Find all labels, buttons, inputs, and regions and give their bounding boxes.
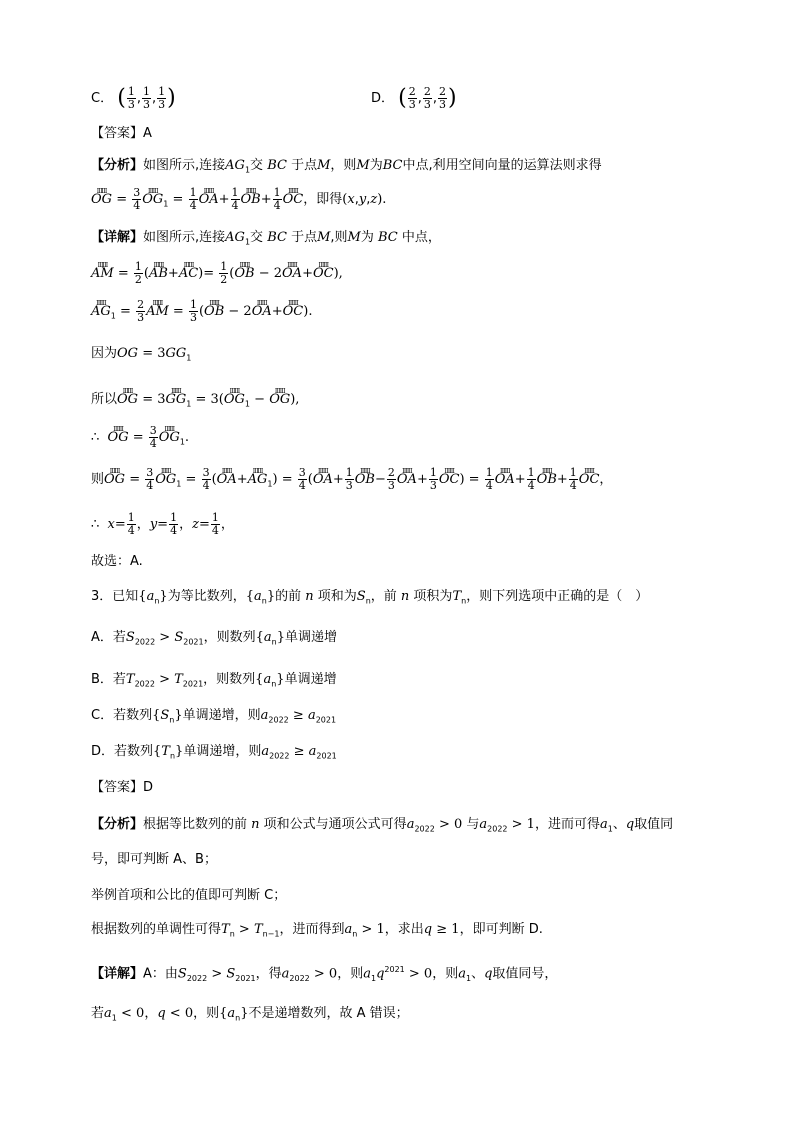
- detail-2-line1: 【详解】A：由$S_{2022} > S_{2021}$，得$a_{2022} > 0$，则$a_1q^{2021} > 0$，则$a_1$、q取值同号，: [91, 965, 558, 983]
- detail-2-line2: 若$a_1 < 0$，q < 0，则$\{a_n\}$不是递增数列，故 A 错误；: [91, 1006, 409, 1023]
- analysis-2-line4: 根据数列的单调性可得$T_n > T_{n-1}$，进而得到$a_n > 1$，求出q ≥ 1，即可判断 D.: [91, 922, 543, 939]
- option-c: C．若数列$\{S_n\}$单调递增，则$a_{2022} \ge a_{2021}$: [91, 708, 337, 725]
- analysis-2-line2: 号，即可判断 A、B；: [91, 852, 217, 867]
- detail-then: 则ⅢⅢ OG = $\frac{3}{4}$ ⅢⅢ $OG_1$ = $\frac{3}{4}$ (ⅢⅢ OA+ⅢⅢ $AG_1$) = $\frac{3}{4}$ (ⅢⅢ OA+ $\frac{1}{3}$ ⅢⅢ OB− $\frac{2}{3}$ ⅢⅢ OA+ $\frac{1}{3}$ ⅢⅢ OC) = $\frac{1}{4}$ ⅢⅢ OA+ $\frac{1}{4}$ ⅢⅢ OB+ $\frac{1}{4}$ ⅢⅢ OC，: [91, 464, 612, 495]
- question-3: 3．已知$\{a_n\}$为等比数列，$\{a_n\}$的前 n 项和为$S_n$，前 n 项积为$T_n$，则下列选项中正确的是（ ）: [91, 589, 649, 606]
- option-c-label: C．: [91, 91, 114, 106]
- option-d-label: D．: [371, 91, 395, 106]
- detail-so: 所以ⅢⅢ OG = 3ⅢⅢ $GG_1$ = 3(ⅢⅢ $OG_1$ − ⅢⅢ OG),: [91, 384, 299, 415]
- answer-1: 【答案】A: [91, 126, 152, 141]
- option-a: A．若$S_{2022} > S_{2021}$，则数列$\{a_n\}$单调递增: [91, 630, 338, 647]
- answer-2: 【答案】D: [91, 780, 154, 795]
- detail-1-line: 【详解】如图所示,连接$AG_1$交 BC 于点M,则M为 BC 中点，: [91, 230, 441, 247]
- detail-choose: 故选：A.: [91, 554, 143, 569]
- option-b: B．若$T_{2022} > T_{2021}$，则数列$\{a_n\}$单调递增: [91, 672, 337, 689]
- detail-because: 因为OG = $3GG_1$: [91, 346, 192, 363]
- analysis-1-line: 【分析】如图所示,连接$AG_1$交 BC 于点M，则M为BC中点,利用空间向量的运算法则求得: [91, 158, 602, 175]
- option-d-line: D． ( $\frac{2}{3}$ , $\frac{2}{3}$ , $\frac{2}{3}$ ): [371, 85, 457, 111]
- analysis-2-line1: 【分析】根据等比数列的前 n 项和公式与通项公式可得$a_{2022} > 0$ 与$a_{2022} > 1$，进而可得$a_1$、q取值同: [91, 817, 674, 834]
- detail-therefore-1: ∴ ⅢⅢ OG = $\frac{3}{4}$ ⅢⅢ $OG_1$.: [91, 422, 189, 453]
- option-d: D．若数列$\{T_n\}$单调递增，则$a_{2022} \ge a_{2021}$: [91, 744, 337, 761]
- detail-therefore-2: ∴ x= $\frac{1}{4}$ ，y= $\frac{1}{4}$ ，z= $\frac{1}{4}$ ，: [91, 511, 234, 537]
- analysis-2-line3: 举例首项和公比的值即可判断 C；: [91, 888, 287, 903]
- detail-eq-am: ⅢⅢ AM = $\frac{1}{2}$ (ⅢⅢ AB+ⅢⅢ AC)= $\frac{1}{2}$ (ⅢⅢ OB − 2ⅢⅢ OA+ⅢⅢ OC),: [91, 258, 343, 286]
- detail-eq-ag1: ⅢⅢ $AG_1$ = $\frac{2}{3}$ ⅢⅢ AM = $\frac{1}{3}$ (ⅢⅢ OB − 2ⅢⅢ OA+ⅢⅢ OC).: [91, 296, 312, 327]
- option-c-line: C． ( $\frac{1}{3}$ , $\frac{1}{3}$ , $\frac{1}{3}$ ): [91, 85, 176, 111]
- analysis-1-formula: ⅢⅢ OG = $\frac{3}{4}$ ⅢⅢ $OG_1$ = $\frac{1}{4}$ ⅢⅢ OA+ $\frac{1}{4}$ ⅢⅢ OB+ $\frac{1}{4}$ ⅢⅢ OC，即得(x,y,z).: [91, 184, 386, 215]
